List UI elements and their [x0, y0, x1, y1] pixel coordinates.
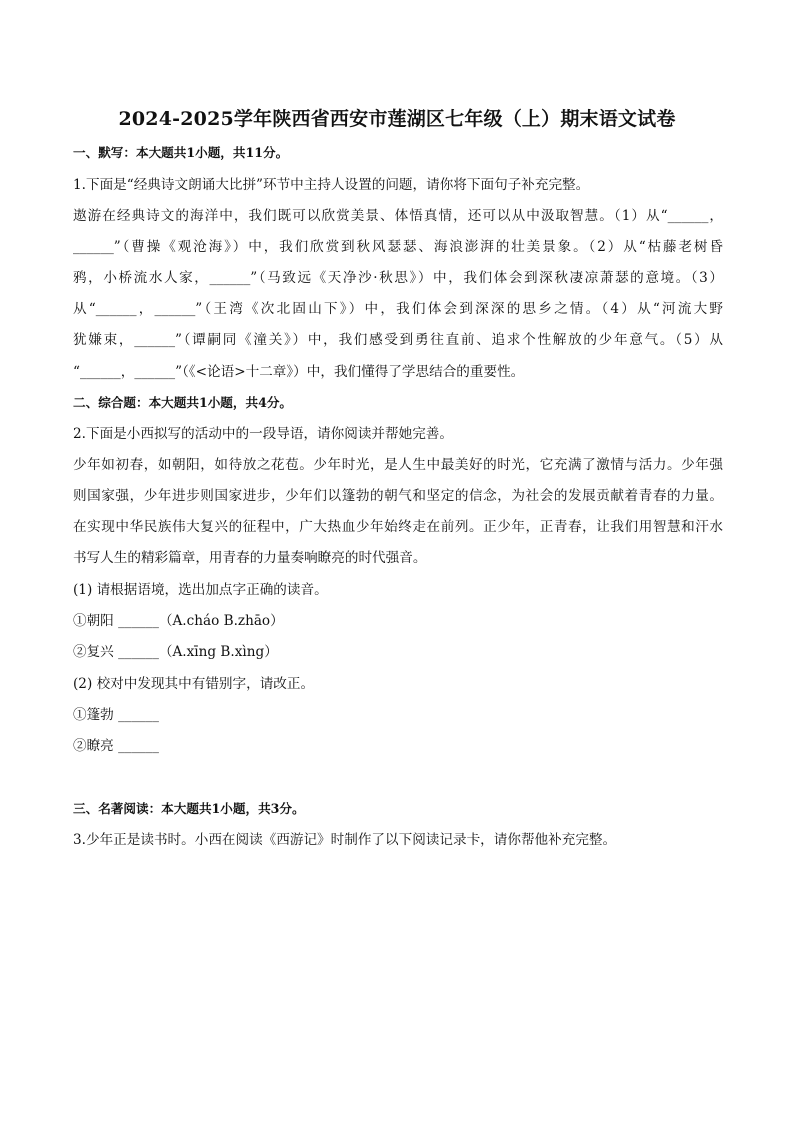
passage-line: 少年如初春，如朝阳，如待放之花苞。少年时光，是人生中最美好的时光，它充满了激情与活力。少年强	[73, 457, 723, 473]
sub-question-2: (2) 校对中发现其中有错别字，请改正。	[73, 676, 315, 692]
page-title: 2024-2025学年陕西省西安市莲湖区七年级（上）期末语文试卷	[118, 108, 676, 130]
question-1-prompt: 1.下面是“经典诗文朗诵大比拼”环节中主持人设置的问题，请你将下面句子补充完整。	[73, 177, 590, 193]
passage-line: 则国家强，少年进步则国家进步，少年们以篷勃的朝气和坚定的信念，为社会的发展贡献着青春的力量。	[73, 488, 723, 504]
section-heading-3: 三、名著阅读：本大题共1小题，共3分。	[73, 801, 305, 816]
section-heading-1: 一、默写：本大题共1小题，共11分。	[73, 145, 289, 160]
sub-question-item: ②瞭亮 ______	[73, 738, 159, 754]
question-1-text-line: 鸦，小桥流水人家，______”（马致远《天净沙·秋思》）中，我们体会到深秋凄凉萧瑟的意境。（3）	[73, 270, 723, 286]
question-1-text-line: 犹嫌束，______”（谭嗣同《潼关》）中，我们感受到勇往直前、追求个性解放的少年意气。（5）从	[73, 332, 723, 348]
passage-line: 书写人生的精彩篇章，用青春的力量奏响瞭亮的时代强音。	[73, 550, 427, 566]
question-2-prompt: 2.下面是小西拟写的活动中的一段导语，请你阅读并帮她完善。	[73, 426, 453, 442]
sub-question-item: ①篷勃 ______	[73, 707, 159, 723]
question-1-text-line: ______”（曹操《观沧海》）中，我们欣赏到秋风瑟瑟、海浪澎湃的壮美景象。（2）从“枯藤老树昏	[73, 239, 723, 255]
question-1-text-line: 遨游在经典诗文的海洋中，我们既可以欣赏美景、体悟真情，还可以从中汲取智慧。（1）从“______，	[73, 208, 723, 224]
sub-question-1: (1) 请根据语境，选出加点字正确的读音。	[73, 582, 328, 598]
section-heading-2: 二、综合题：本大题共1小题，共4分。	[73, 395, 293, 410]
sub-question-item: ①朝阳 ______（A.cháo B.zhāo）	[73, 613, 284, 629]
passage-line: 在实现中华民族伟大复兴的征程中，广大热血少年始终走在前列。正少年，正青春，让我们用智慧和汗水	[73, 519, 723, 535]
question-1-text-line: “______，______”（《<论语>十二章》）中，我们懂得了学思结合的重要性。	[73, 364, 525, 380]
question-1-text-line: 从“______，______”（王湾《次北固山下》）中，我们体会到深深的思乡之情。（4）从“河流大野	[73, 301, 723, 317]
question-3-prompt: 3.少年正是读书时。小西在阅读《西游记》时制作了以下阅读记录卡，请你帮他补充完整。	[73, 832, 617, 848]
sub-question-item: ②复兴 ______（A.xīng B.xìng）	[73, 644, 278, 660]
